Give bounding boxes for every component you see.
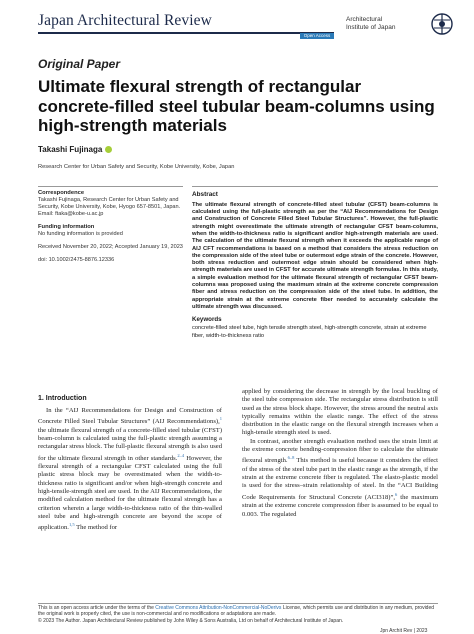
text-run: License, which permits use and distribution in any medium, provided the original work is properly cited, the use is non-commercial and no modifications or adaptations are made. [38, 605, 435, 618]
sidebar [38, 186, 183, 270]
license-line [38, 605, 438, 618]
abstract-text: The ultimate flexural strength of concrete-filled steel tubular (CFST) beam-columns is calculated using the full-plastic strength as per the “AIJ Recommendations for Design and Construction of Concrete Filled Steel Tubular Structures”. However, the full-plastic strength might overestimate the ultimate strength of rectangular CFST beam-columns, when the width-to-thickness ratio is significant and/or high-strength materials are used. The calculation of the ultimate flexural strength when it exceeds the applicable range of AIJ CFT recommendations is based on a method that considers the stress reduction on the compression side of the steel tube or outermost edge strain of the concrete. However, both stress reduction and outermost edge strain should be considered when high-strength materials are used in CFST for accurate ultimate strength formulas. In this study, a simple evaluation method for the ultimate flexural strength of rectangular CFST beam-columns was proposed using the maximum strain at the extreme concrete compression fiber and stress reduction on the compression side of the steel tube. In addition, the appropriate strain at the extreme concrete fiber needed to accurately calculate the ultimate strength was discussed. [192, 201, 438, 310]
text-run: This method is useful because it considers the effect of the stress of the steel tube part in the elastic range as the strength, if the strain at the extreme concrete fiber is regulated. The elasto-plastic model is used for the stress–strain relationship of steel. In the “ACI Building Code Requirements for Structural Concrete (ACI318)”, [242, 457, 438, 501]
abstract-box [192, 186, 438, 340]
citation-ref[interactable]: 1,5 [68, 522, 75, 528]
paragraph [38, 407, 222, 533]
citation-ref[interactable]: 1 [219, 416, 222, 422]
text-run: The method for [74, 524, 118, 532]
citation-ref[interactable]: 2–4 [177, 452, 185, 458]
text-run: This is an open access article under the terms of the [38, 605, 156, 611]
orcid-icon[interactable] [105, 146, 112, 153]
text-run: However, the flexural strength of a rectangular CFST calculated using the full plastic stress block may be overestimated when the width-to-thickness ratio is significant and/or when high-strength concrete and high-tensile-strength steel are used. In the AIJ Recommendations, the modified calculation method for the ultimate flexural strength has a criterion wherein a large width-to-thickness ratio of the thin-walled steel tube and high-strength concrete are beyond the scope of application. [38, 454, 222, 532]
keywords-text: concrete-filled steel tube, high tensile strength steel, high-strength concrete, strain at extreme fiber, width-to-thickness ratio [192, 325, 427, 339]
society-line-1: Architectural [346, 16, 383, 23]
funding-block [38, 224, 183, 238]
received-dates: Received November 20, 2022; Accepted January 19, 2023 [38, 243, 183, 250]
copyright-line: © 2023 The Author. Japan Architectural Review published by John Wiley & Sons Australia, Ltd on behalf of Architectural Institute of Japan. [38, 617, 344, 624]
citation-ref[interactable]: 6–8 [287, 455, 295, 461]
correspondence-block [38, 190, 183, 218]
keywords-heading: Keywords [192, 316, 222, 324]
author-line [38, 145, 112, 154]
paper-title: Ultimate flexural strength of rectangular concrete-filled steel tubular beam-columns using high-strength materials [38, 77, 435, 135]
correspondence-heading: Correspondence [38, 189, 85, 196]
paper-type: Original Paper [38, 57, 121, 71]
society-name [346, 16, 426, 32]
funding-heading: Funding information [38, 223, 95, 230]
correspondence-email[interactable]: Email: ftaka@kobe-u.ac.jp [38, 210, 104, 217]
page-reference: Jpn Archit Rev | 2023 [380, 628, 428, 634]
footer-rule [38, 603, 438, 604]
society-line-2: Institute of Japan [346, 24, 396, 31]
footer [38, 605, 438, 624]
citation-ref[interactable]: 6 [395, 491, 398, 497]
text-run: In contrast, another strength evaluation method uses the strain limit at the extreme concrete bending-compression fiber to calculate the ultimate flexural strength. [242, 437, 438, 465]
license-link[interactable]: Creative Commons Attribution-NonCommercial-NoDerivs [155, 605, 282, 611]
body-column-right [242, 388, 438, 519]
text-run: the ultimate flexural strength of a concrete-filled steel tubular (CFST) beam-column is calculated using the full-plastic strength assuming a rectangular stress block. The full-plastic flexural strength is also used for the ultimate flexural strength in other standards. [38, 426, 223, 462]
affiliation: Research Center for Urban Safety and Security, Kobe University, Kobe, Japan [38, 164, 235, 170]
section-heading: 1. Introduction [38, 395, 87, 402]
sidebar-rule [38, 186, 183, 187]
text-run: the maximum strain at the extreme concrete compression fiber is assumed to be equal to 0.003. The regulated [242, 493, 438, 518]
funding-text: No funding information is provided [38, 230, 123, 237]
abstract-heading: Abstract [192, 190, 218, 198]
doi[interactable]: doi: 10.1002/2475-8876.12336 [38, 256, 115, 263]
journal-title: Japan Architectural Review [38, 12, 212, 29]
aij-logo-icon [430, 12, 454, 40]
paragraph: applied by considering the decrease in strength by the local buckling of the steel tube compression side. The rectangular stress distribution is still used as the stress block shape. However, the stress around the neutral axis typically remains within the elastic range. The effect of the stress distribution in the elastic range on the flexural strength increases when a high-tensile strength steel is used. [242, 388, 438, 437]
abstract-rule [192, 186, 438, 187]
header-rule [38, 32, 334, 34]
correspondence-text: Takashi Fujinaga, Research Center for Urban Safety and Security, Kobe University, Kobe, Hyogo 657-8501, Japan. [38, 196, 181, 210]
body-column-left [38, 407, 222, 533]
text-run: In the “AIJ Recommendations for Design and Construction of Concrete Filled Steel Tubular Structures” (AIJ Recommendations), [38, 407, 222, 426]
paragraph [242, 438, 438, 519]
author-name: Takashi Fujinaga [38, 145, 103, 154]
open-access-badge: Open Access [300, 33, 334, 39]
